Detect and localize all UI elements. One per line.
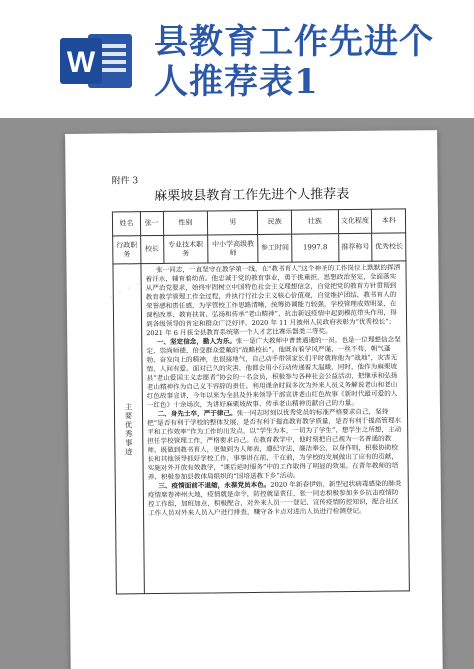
cell-value: 1997.8 <box>292 234 339 262</box>
cell-value: 中小学高级教师 <box>208 234 259 263</box>
cell-value: 校长 <box>141 235 164 263</box>
cell-value: 优秀校长 <box>372 233 406 261</box>
recommendation-form-table <box>112 208 410 594</box>
deeds-intro: 张一同志，一直坚守在教学第一线，在“教书育人”这个神圣的工作岗位上默默的挥洒着汗水，辅育着幼苗。他忠诚于党的教育事业，勇于挑重担，思想政治坚定，全面落实从严治党要求，始终牢固树立中国特色社会主义理想信念，自觉把党的教育方针贯彻到教育教学管理工作全过程，并执行行社会主义核心价值观，自觉维护团结，教书育人的荣誉感和责任感，为学管校工作思路清晰，统筹协调能力较强，学校管理成效明显，在课程改革、教育扶贫、弘扬和传承“老山精神”、抗击新冠疫情中起到模范带头作用，得到各级领导的肯定和群众广泛好评。2020 年 11 月被州人民政府表彰为“优秀校长”；2021 年 6 月获全县教育系统第一个人才艺比赛乐器类二等奖。 <box>145 263 401 338</box>
deeds-section-3 <box>148 479 404 518</box>
table-row <box>113 261 409 594</box>
side-char: 主 <box>124 401 133 411</box>
table-row <box>112 209 405 236</box>
watermark: · · · · <box>105 276 145 307</box>
cell-label: 专业技术职务 <box>163 235 208 263</box>
attachment-label: 附件 3 <box>111 176 139 187</box>
word-logo-letter: W <box>66 46 96 79</box>
main-deeds-text <box>141 261 409 594</box>
side-char: 迹 <box>125 446 133 456</box>
cell-label: 参工时间 <box>258 234 292 262</box>
cell-value: 张一 <box>140 211 163 235</box>
section-body: 张一同志时刻以优秀党员的标准严格要求自己，坚持把“是否有利于学校的整体发展，是否有利于提高教育教学质量，是否有利于提高管理水平和工作效率”作为工作的出发点，以“学生为本，一切为了学生”，想学生之所想，主动担任学校管理工作，严格要求自己。在教育教学中，他时刻把自己视为一名普通的教师，既做到教书育人，更做到为人师表，遵纪守法，廉洁奉公，以身作则，积极协助校长和其他领导抓好学校工作，事事讲在前，干在前，为学校的发展做出了应有的贡献，实施对外开放有效教学，“课后延时服务”中的工作取得了明显的效果。在青年教师的培养、积极参加县教体局组织的“国培送教下乡”活动。 <box>147 407 402 482</box>
deeds-section-2 <box>147 407 404 482</box>
table-row <box>113 233 406 264</box>
cell-value: 壮族 <box>291 210 338 234</box>
page-title: 县教育工作先进个人推荐表1 <box>154 22 434 102</box>
side-char: 优 <box>124 419 133 429</box>
cell-label: 文化程度 <box>338 209 372 233</box>
side-char: 要 <box>124 410 133 420</box>
header-banner <box>0 0 474 118</box>
section-heading: 三、疫情面前不退缩，永葆党员本色。 <box>158 480 271 491</box>
cell-label: 民族 <box>258 210 292 234</box>
document-page[interactable] <box>65 130 443 669</box>
section-heading: 二、身先士卒，严于律己。 <box>157 409 237 419</box>
section-heading: 一、坚定信念，勤人为乐。 <box>156 337 236 347</box>
document-title: 麻栗坡县教育工作先进个人推荐表 <box>154 186 350 205</box>
side-char: 事 <box>125 437 133 447</box>
cell-label: 姓名 <box>112 212 140 236</box>
cell-label: 性别 <box>163 211 208 235</box>
main-deeds-side-label <box>113 264 144 594</box>
cell-label: 推荐称号 <box>338 233 372 261</box>
cell-value: 本科 <box>372 209 406 233</box>
section-body: 2020 年新春伊始，新型冠状病毒感染的肺炎疫情席卷神州大地，疫情就是命令，防控就是责任，张一同志积极参加多乡抗击疫情防控工作组，加班加点，积极配合，对外来人员一一登记、宣传疫情防控知识，配合社区工作人员对外来人员入户进行排查，赚守各卡点对进出人员进行检测登记。 <box>147 479 402 518</box>
cell-label: 行政职务 <box>113 236 141 264</box>
deeds-section-1 <box>146 335 403 410</box>
word-document-icon <box>58 30 134 92</box>
cell-value: 男 <box>208 210 258 235</box>
section-body: 张一是广大教师中普普通通的一员，也是一位理想信念坚定、崇尚师德，倍受群众爱戴的“战略校长”。他既有着学风严谨、一丝不苟、朝气蓬勃、奋发向上的精神，也很接地气，自己动手带领家长们平时就称他为“战地”，灾害无情，人间有爱。面对已久的灾害，他都会用小行动传递着大温暖，同时，他作为麻栗坡县“老山爱国主义志愿者”协会的一名会员，积极参与各种社会公益活动，把继承和弘扬老山精神作为自己义不容辞的责任。利用课余时间多次为外来人员义务解说老山和老山红色故事宣讲，今年以来为全县及外来领导干部宣讲老山红色故事《新时代最可爱的人一红色》十余场次，为讲好麻栗坡故事、传承老山精神贡献自己的力量。 <box>146 335 401 410</box>
side-char: 秀 <box>124 428 133 438</box>
